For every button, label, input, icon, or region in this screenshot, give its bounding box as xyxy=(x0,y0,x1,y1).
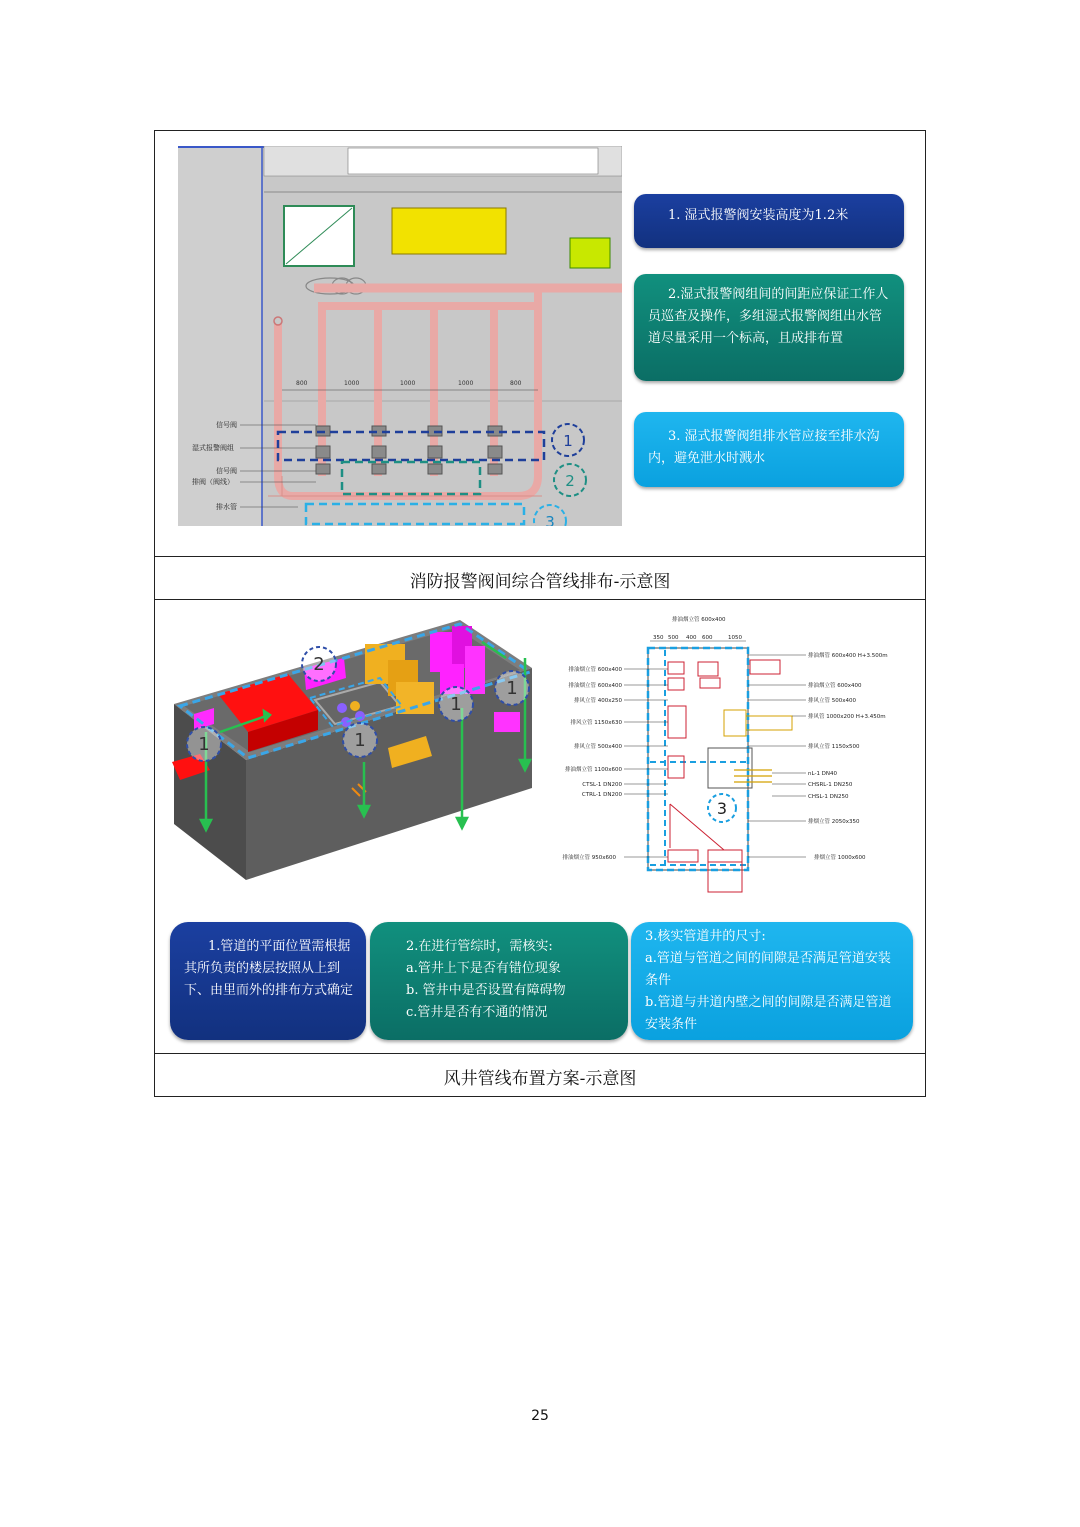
svg-text:排风立管 1150x500: 排风立管 1150x500 xyxy=(808,744,860,750)
figure2-caption: 风井管线布置方案-示意图 xyxy=(443,1069,637,1089)
marker-2: 2 xyxy=(565,472,575,490)
svg-text:排风立管 400x250: 排风立管 400x250 xyxy=(574,698,622,704)
side-label: 排水管 xyxy=(216,503,237,511)
svg-text:排烟立管 2050x350: 排烟立管 2050x350 xyxy=(808,819,860,825)
svg-text:350: 350 xyxy=(653,635,664,641)
plan-marker-3: 3 xyxy=(716,799,728,818)
alarm-valve-drawing xyxy=(178,146,622,526)
fig1-note-1: 1. 湿式报警阀安装高度为1.2米 xyxy=(634,194,904,248)
shaft-marker-1: 1 xyxy=(450,694,462,715)
marker-3: 3 xyxy=(545,513,555,526)
svg-text:CTSL-1 DN200: CTSL-1 DN200 xyxy=(582,782,622,788)
svg-text:排油烟立管 1100x600: 排油烟立管 1100x600 xyxy=(565,767,622,773)
svg-text:排风立管 500x400: 排风立管 500x400 xyxy=(574,744,622,750)
shaft-marker-1: 1 xyxy=(198,734,210,755)
svg-text:排油烟立管 600x400: 排油烟立管 600x400 xyxy=(808,683,862,689)
svg-text:排油烟立管 600x400: 排油烟立管 600x400 xyxy=(568,667,622,673)
svg-text:排风立管 1150x630: 排风立管 1150x630 xyxy=(570,720,622,726)
svg-text:排油烟立管 600x400: 排油烟立管 600x400 xyxy=(568,683,622,689)
svg-text:1000: 1000 xyxy=(344,380,360,387)
marker-1: 1 xyxy=(563,432,573,450)
shaft-marker-2: 2 xyxy=(313,654,325,675)
svg-text:排风管 1000x200 H+3.450m: 排风管 1000x200 H+3.450m xyxy=(808,714,886,720)
shaft-plan-drawing xyxy=(540,610,920,900)
svg-text:排烟立管 1000x600: 排烟立管 1000x600 xyxy=(814,855,866,861)
side-label: 排阀（阀线） xyxy=(192,478,234,486)
svg-text:1000: 1000 xyxy=(458,380,474,387)
svg-text:排油烟立管 950x600: 排油烟立管 950x600 xyxy=(562,855,616,861)
plan-top-label: 排油烟立管 600x400 xyxy=(672,617,726,623)
svg-text:排风立管 500x400: 排风立管 500x400 xyxy=(808,698,856,704)
page-number: 25 xyxy=(531,1408,549,1424)
fig2-note-1: 1.管道的平面位置需根据其所负责的楼层按照从上到下、由里而外的排布方式确定 xyxy=(170,922,366,1040)
shaft-marker-1: 1 xyxy=(506,678,518,699)
fig2-note-2: 2.在进行管综时，需核实: a.管井上下是否有错位现象 b. 管井中是否设置有障碍物 c.管井是否有不通的情况 xyxy=(370,922,628,1040)
shaft-3d-model xyxy=(170,612,540,882)
svg-text:nL-1 DN40: nL-1 DN40 xyxy=(808,771,838,777)
shaft-marker-1: 1 xyxy=(354,730,366,751)
svg-text:800: 800 xyxy=(296,380,308,387)
fig1-note-2: 2.湿式报警阀组间的间距应保证工作人员巡查及操作，多组湿式报警阀组出水管道尽量采用一个标高，且成排布置 xyxy=(634,274,904,381)
svg-text:500: 500 xyxy=(668,635,679,641)
svg-text:600: 600 xyxy=(702,635,713,641)
side-label: 信号阀 xyxy=(216,421,237,429)
fig2-note-3: 3.核实管道井的尺寸: a.管道与管道之间的间隙是否满足管道安装条件 b.管道与井道内壁之间的间隙是否满足管道安装条件 xyxy=(631,922,913,1040)
svg-text:CHSRL-1 DN250: CHSRL-1 DN250 xyxy=(808,782,853,788)
fig1-note-3: 3. 湿式报警阀组排水管应接至排水沟内，避免泄水时溅水 xyxy=(634,412,904,487)
svg-text:排油烟管 600x400 H+3.500m: 排油烟管 600x400 H+3.500m xyxy=(808,653,888,659)
svg-text:1050: 1050 xyxy=(728,635,742,641)
svg-text:400: 400 xyxy=(686,635,697,641)
svg-text:CTRL-1 DN200: CTRL-1 DN200 xyxy=(581,792,622,798)
figure1-caption: 消防报警阀间综合管线排布-示意图 xyxy=(409,572,671,592)
svg-text:CHSL-1 DN250: CHSL-1 DN250 xyxy=(808,794,849,800)
svg-text:1000: 1000 xyxy=(400,380,416,387)
side-label: 信号阀 xyxy=(216,467,237,475)
side-label: 湿式报警阀组 xyxy=(192,444,234,452)
svg-text:800: 800 xyxy=(510,380,522,387)
figure2-caption-divider xyxy=(155,1053,925,1054)
figure1-caption-divider xyxy=(155,556,925,557)
